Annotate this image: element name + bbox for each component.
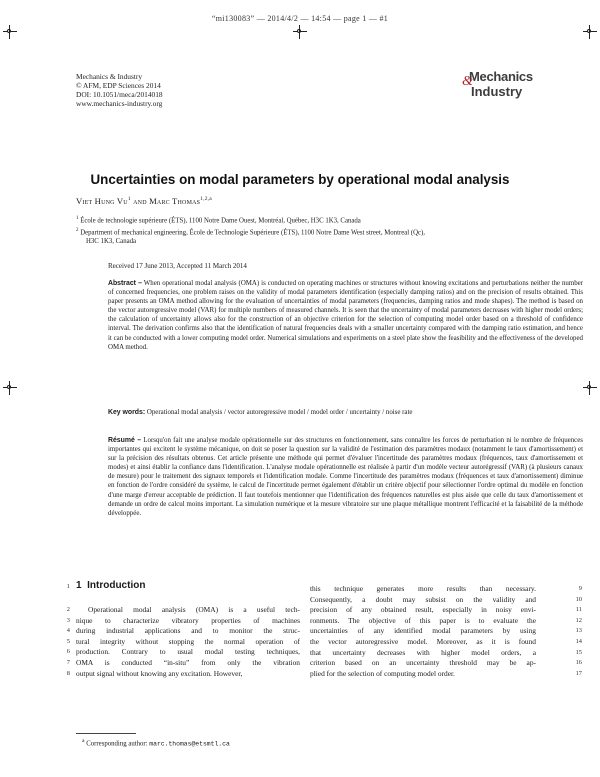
- line-number: 14: [575, 638, 582, 645]
- body-text-line: precision of any obtained result, especially in noisy envi-: [310, 605, 536, 615]
- logo-ampersand: &: [462, 74, 473, 89]
- body-text-line: OMA is conducted “in-situ” from only the vibration: [76, 658, 300, 667]
- running-head: “mi130083” — 2014/4/2 — 14:54 — page 1 — #1: [211, 14, 389, 23]
- affiliation-2-number: 2: [76, 228, 79, 233]
- line-number: 6: [66, 648, 70, 656]
- line-number: 8: [66, 669, 70, 677]
- section-number: 1: [76, 580, 82, 591]
- author-email[interactable]: marc.thomas@etsmtl.ca: [149, 740, 230, 748]
- abstract-text: When operational modal analysis (OMA) is conducted on operating machines or structures without knowing excitations and perturbations neither the number of concerned frequencies, one problem raises on the validity of modal parameters identification (especially damping ratios) and on the precision of results obtained. This paper presents an OMA method allowing for the evaluation of uncertainties of modal parameters (frequencies, damping ratios and mode shapes). The method is based on the vector autoregressive model (VAR) for multiple numbers of measured channels. It is seen that the uncertainty of modal parameters decreases with higher model orders; the calculation of uncertainty allows also for the construction of an objective criterion for the selection of computing model order based on a threshold of confidence interval. The derivation confirms also that the identification of natural frequencies deals with a smaller uncertainty compared with the damping ratio estimation, and hence it can be conducted with a lower computing model order. Numerical simulations and experiments on a steel plate show the feasibility and the effectiveness of the developed OMA method.: [108, 280, 584, 351]
- journal-meta: [76, 72, 163, 108]
- body-text-line: ronments. The objective of this paper is to evaluate the: [310, 615, 536, 625]
- author-2-affil: 1,2,a: [200, 196, 212, 203]
- author-1-affil: 1: [127, 196, 131, 203]
- affiliation-1-text: École de technologie supérieure (ÉTS), 1100 Notre Dame Ouest, Montréal, Québec, H3C 1K3, Canada: [80, 217, 361, 225]
- journal-logo: [462, 64, 542, 108]
- logo-word-industry: Industry: [471, 84, 523, 99]
- line-number: 4: [66, 627, 70, 635]
- crop-mark-top-left: [3, 25, 17, 39]
- body-text-line: Consequently, a doubt may subsist on the validity and: [310, 594, 536, 604]
- body-text-line: plied for the selection of computing model order.: [310, 668, 455, 678]
- body-text-line: criterion based on an uncertainty threshold may be ap-: [310, 658, 536, 668]
- resume: [108, 436, 583, 518]
- journal-url[interactable]: www.mechanics-industry.org: [76, 99, 163, 108]
- keywords: [108, 408, 583, 417]
- doi: DOI: 10.1051/meca/2014018: [76, 90, 163, 99]
- line-number: 16: [575, 659, 582, 667]
- line-number: 1: [66, 583, 70, 590]
- affiliation-2-cont: H3C 1K3, Canada: [86, 238, 137, 246]
- body-text-line: nique to characterize vibratory properties of machines: [76, 615, 300, 625]
- crop-mark-middle-left: [3, 381, 17, 395]
- keywords-label: Key words:: [108, 409, 146, 416]
- keywords-text: Operational modal analysis / vector autoregressive model / model order / uncertainty / noise rate: [145, 409, 413, 416]
- affiliation-2: [76, 226, 548, 246]
- body-text-line: uncertainties of any identified modal parameters by using: [310, 626, 536, 636]
- body-text-line: Operational modal analysis (OMA) is a useful tech-: [88, 605, 300, 614]
- line-number: 12: [575, 616, 582, 624]
- section-title: Introduction: [87, 580, 146, 591]
- footnote: [82, 738, 230, 747]
- body-text-line: the vector autoregressive model. Moreover, as it is found: [310, 637, 536, 646]
- affiliation-1-number: 1: [76, 216, 79, 221]
- line-number: 11: [575, 606, 582, 614]
- line-number: 9: [578, 585, 582, 592]
- author-conjunction: and: [130, 196, 150, 206]
- line-number: 13: [575, 627, 582, 635]
- body-text-line: that uncertainty decreases with higher model orders, a: [310, 647, 536, 657]
- body-text-line: tural integrity without stopping the normal operation of: [76, 636, 300, 646]
- footnote-label: Corresponding author:: [86, 740, 150, 748]
- crop-mark-top-center: [293, 25, 307, 39]
- author-line: [76, 196, 212, 206]
- footnote-mark: a: [82, 738, 85, 744]
- footnote-rule: [76, 733, 136, 734]
- line-number: 10: [575, 595, 582, 603]
- copyright: © AFM, EDP Sciences 2014: [76, 81, 161, 90]
- logo-word-mechanics: Mechanics: [469, 69, 533, 84]
- line-number: 15: [575, 648, 582, 656]
- body-text-line: this technique generates more results than necessary.: [310, 584, 536, 593]
- body-text-line: production. Contrary to usual modal testing techniques,: [76, 647, 300, 657]
- received-dates: Received 17 June 2013, Accepted 11 March 2014: [108, 262, 247, 270]
- line-number: 3: [66, 616, 70, 624]
- author-1: Viet Hung Vu: [76, 196, 128, 206]
- affiliation-1: [76, 214, 548, 225]
- line-number: 2: [66, 606, 70, 613]
- abstract-label: Abstract –: [108, 280, 142, 287]
- crop-mark-middle-right: [583, 381, 597, 395]
- body-text-line: output signal without knowing any excitation. However,: [76, 668, 243, 678]
- resume-text: Lorsqu'on fait une analyse modale opérationnelle sur des structures en fonctionnement, sans connaître les forces de perturbation ni le nombre de fréquences importantes qui excitent le système mécanique, on doit se poser la question sur la validité de l'estimation des paramètres modaux (notamment le taux d'amortissement) et sur la précision des résultats obtenus. Cet article présente une méthode qui permet d'évaluer l'incertitude des paramètres modaux (fréquences, taux d'amortissement et modes) et ainsi établir la confiance dans l'identification. L'analyse modale opérationnelle est réalisée à partir d'un modèle vecteur autorégressif (VAR) (à plusieurs canaux de mesure) pour le traitement des signaux temporels et l'identification modale. Comme l'incertitude des paramètres modaux (fréquences et taux d'amortissement) diminue en fonction de l'ordre considéré du système, le calcul de l'incertitude permet également d'établir un critère objectif pour sélectionner l'ordre optimal du modèle en fonction d'une marge d'erreur acceptable de prédiction. Il faut toutefois mentionner que l'identification des fréquences naturelles est plus aisée que celle du taux d'amortissement et demande un ordre de calcul moins important. La simulation numérique et la mesure vibratoire sur une plaque métallique montrent l'efficacité et la faisabilité de la méthode développée.: [108, 437, 583, 517]
- section-heading: [76, 580, 145, 591]
- resume-label: Résumé –: [108, 437, 142, 444]
- author-2: Marc Thomas: [149, 196, 201, 206]
- paper-title: Uncertainties on modal parameters by operational modal analysis: [90, 172, 510, 187]
- line-number: 17: [575, 669, 582, 677]
- line-number: 7: [66, 659, 70, 666]
- body-text-line: during industrial applications and to monitor the struc-: [76, 626, 300, 636]
- line-number: 5: [66, 637, 70, 645]
- journal-name: Mechanics & Industry: [76, 72, 143, 81]
- abstract: [108, 279, 583, 352]
- crop-mark-top-right: [583, 25, 597, 39]
- affiliation-2-text: Department of mechanical engineering, École de Technologie Supérieure (ÉTS), 1100 Notre Dame West street, Montreal (Qc),: [80, 229, 426, 237]
